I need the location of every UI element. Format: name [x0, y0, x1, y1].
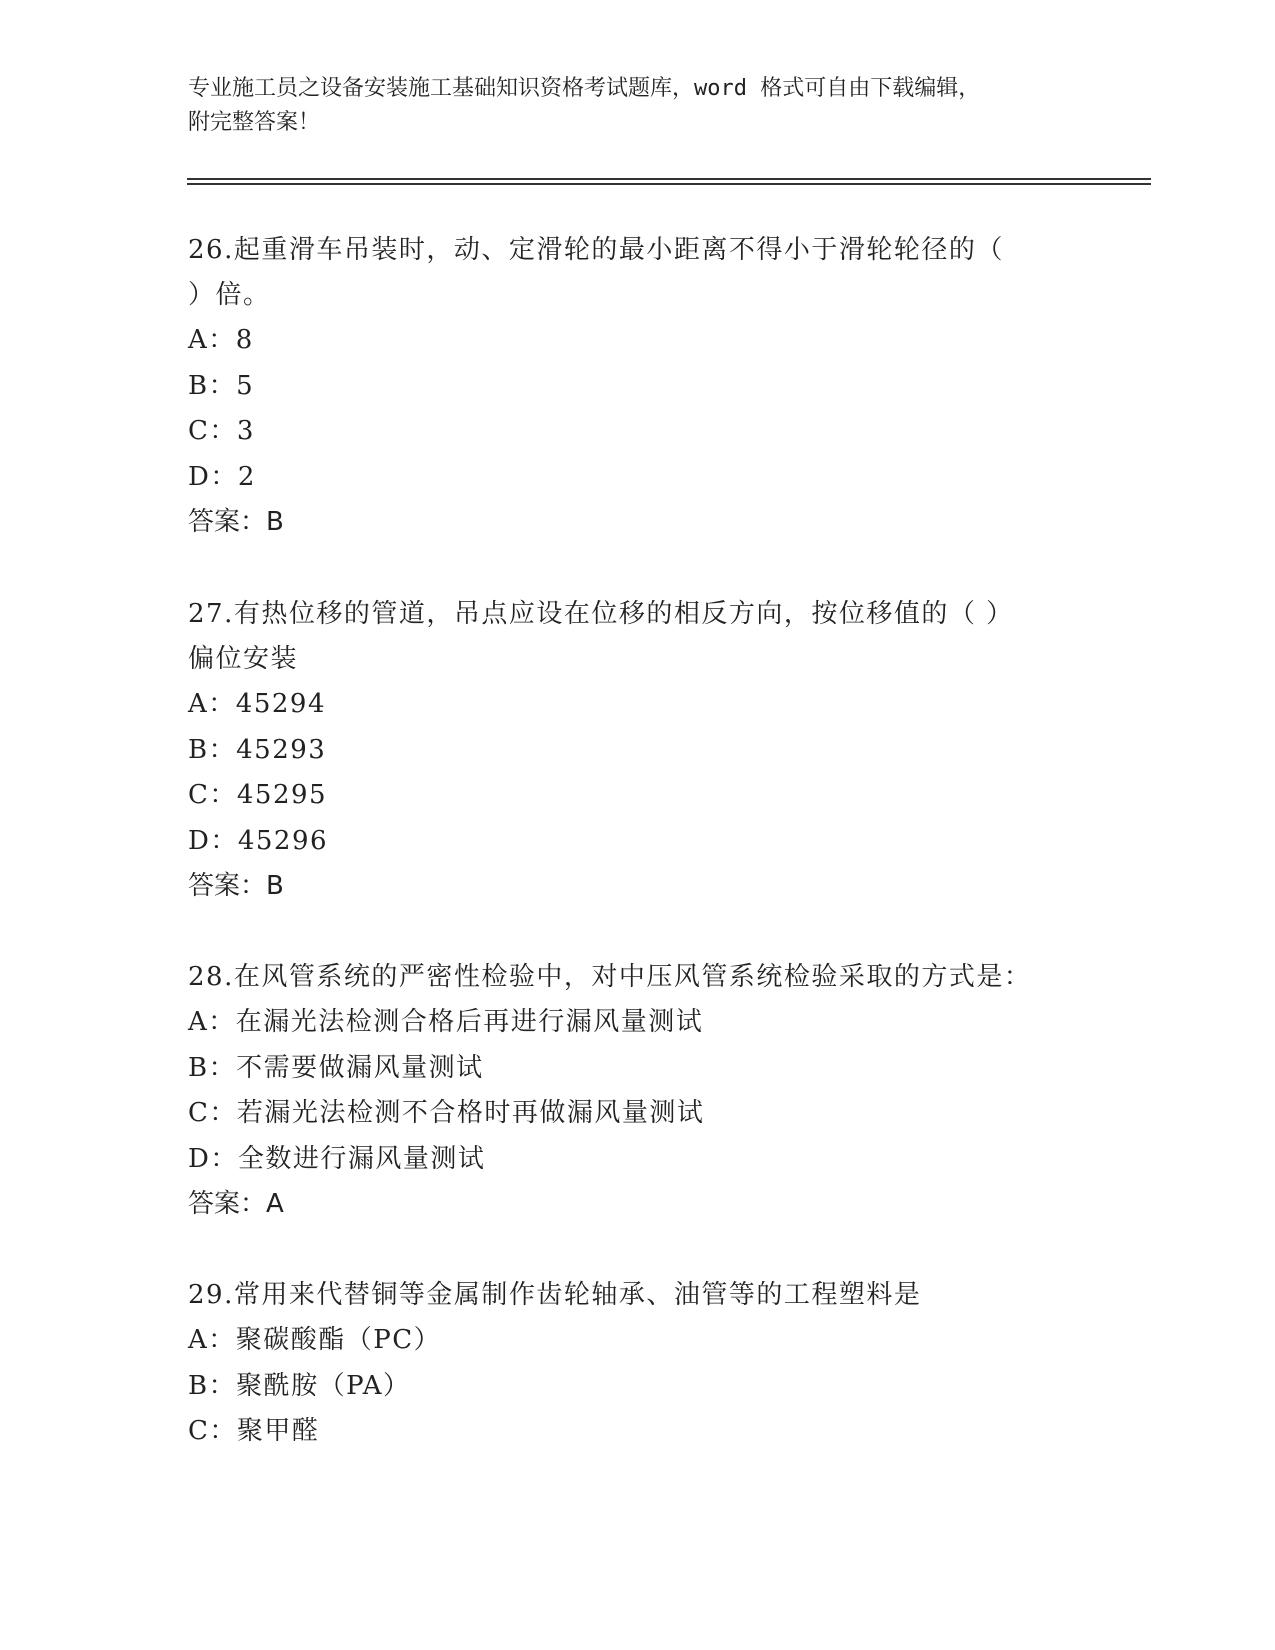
header-divider-top [187, 178, 1151, 180]
option-b: B：45293 [188, 734, 327, 765]
option-a: A：在漏光法检测合格后再进行漏风量测试 [188, 1007, 704, 1037]
option-a: A：聚碳酸酯（PC） [188, 1325, 442, 1355]
question-stem-line: 29.常用来代替铜等金属制作齿轮轴承、油管等的工程塑料是 [188, 1280, 922, 1310]
option-a: A：8 [188, 325, 254, 355]
question-stem-line: 26.起重滑车吊装时，动、定滑轮的最小距离不得小于滑轮轮径的（ [188, 235, 1004, 265]
option-d: D：2 [188, 461, 256, 492]
option-d: D：45296 [188, 825, 329, 856]
document-header [188, 72, 1068, 140]
option-c: C：聚甲醛 [188, 1416, 320, 1446]
option-c: C：3 [188, 416, 255, 446]
option-c: C：若漏光法检测不合格时再做漏风量测试 [188, 1098, 705, 1128]
option-b: B：5 [188, 370, 255, 401]
question-29 [188, 1273, 1088, 1455]
header-divider-bottom [187, 183, 1151, 185]
option-a: A：45294 [188, 689, 326, 719]
answer-label: 答案：A [188, 1189, 284, 1219]
header-line-2: 附完整答案！ [188, 110, 321, 135]
option-b: B：不需要做漏风量测试 [188, 1052, 484, 1083]
question-stem-line: 28.在风管系统的严密性检验中，对中压风管系统检验采取的方式是： [188, 962, 1032, 992]
option-d: D：全数进行漏风量测试 [188, 1143, 486, 1174]
answer-label: 答案：B [188, 507, 284, 537]
option-b: B：聚酰胺（PA） [188, 1370, 411, 1401]
option-c: C：45295 [188, 780, 328, 810]
answer-label: 答案：B [188, 871, 284, 901]
question-27 [188, 592, 1088, 910]
question-stem-line: 27.有热位移的管道，吊点应设在位移的相反方向，按位移值的（ ） [188, 599, 1014, 629]
question-26 [188, 228, 1088, 546]
question-stem-line: ）倍。 [188, 280, 271, 310]
question-28 [188, 955, 1088, 1228]
header-line-1: 专业施工员之设备安装施工基础知识资格考试题库，word 格式可自由下载编辑， [188, 76, 981, 101]
question-stem-line: 偏位安装 [188, 644, 299, 674]
